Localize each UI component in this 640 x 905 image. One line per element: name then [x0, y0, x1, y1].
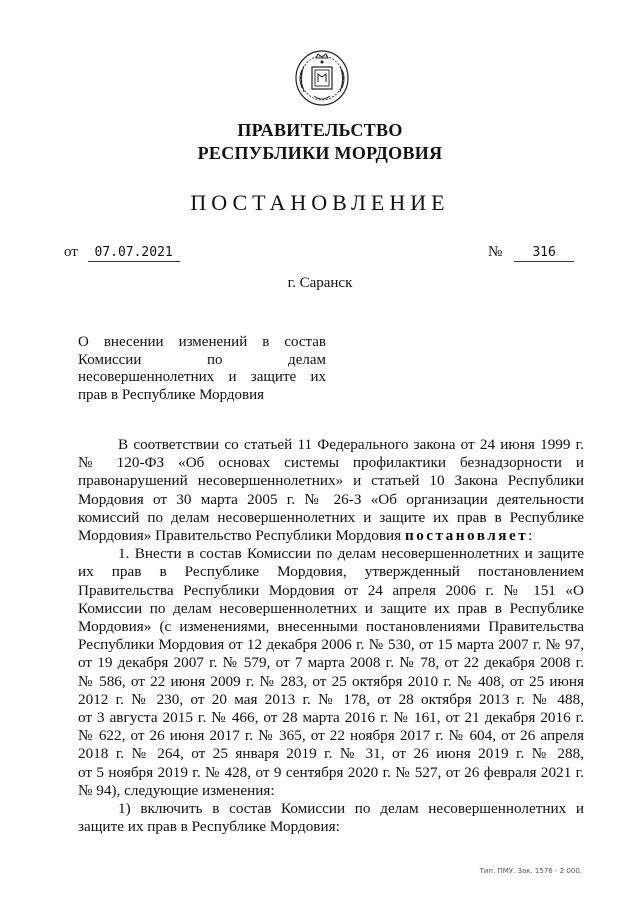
city-name: г. Саранск: [287, 275, 353, 291]
body-line: от 19 декабря 2007 г. № 579, от 7 марта 2008 г. № 78, от 22 декабря 2008 г.: [78, 654, 584, 672]
document-subject: [78, 334, 326, 404]
body-line: их прав в Республике Мордовия, утвержденный постановлением: [78, 563, 584, 581]
body-line: № 94), следующие изменения:: [78, 781, 275, 799]
body-line: № 622, от 26 июня 2017 г. № 365, от 22 ноября 2017 г. № 604, от 26 апреля: [78, 727, 584, 745]
body-line: Мордовия от 30 марта 2005 г. № 26-З «Об организации деятельности: [78, 490, 584, 508]
subject-line: О внесении изменений в состав: [78, 334, 326, 350]
body-line: Мордовия» (с изменениями, внесенными постановлениями Правительства: [78, 618, 584, 636]
body-line-start: Мордовия» Правительство Республики Мордовия: [78, 527, 402, 545]
print-mark: Тип. ПМУ. Зак. 1576 - 2 000.: [479, 867, 582, 875]
body-line: комиссий по делам несовершеннолетних и защите их прав в Республике: [78, 508, 584, 526]
body-line: 2018 г. № 264, от 25 января 2019 г. № 31, от 26 июня 2019 г. № 288,: [78, 745, 584, 763]
body-line: Комиссии по делам несовершеннолетних и защите их прав в Республике: [78, 599, 584, 617]
body-line: защите их прав в Республике Мордовия:: [78, 818, 340, 836]
document-body: [78, 436, 584, 836]
body-line: В соответствии со статьей 11 Федерального закона от 24 июня 1999 г.: [118, 436, 584, 453]
document-date: 07.07.2021: [88, 245, 180, 262]
body-line: от 3 августа 2015 г. № 466, от 28 марта 2016 г. № 161, от 21 декабря 2016 г.: [78, 709, 584, 727]
government-title-line1: ПРАВИТЕЛЬСТВО: [237, 120, 403, 140]
subject-line: прав в Республике Мордовия: [78, 386, 265, 403]
number-prefix: №: [488, 244, 503, 260]
body-line: правонарушений несовершеннолетних» и статьей 10 Закона Республики: [78, 472, 584, 490]
subject-line: несовершеннолетних и защите их: [78, 369, 326, 385]
date-row: [64, 244, 180, 262]
date-prefix: от: [64, 244, 78, 260]
subject-line: Комиссии по делам: [78, 351, 326, 368]
body-line: 2012 г. № 230, от 20 мая 2013 г. № 178, от 28 октября 2013 г. № 488,: [78, 690, 584, 708]
decree-colon: :: [528, 527, 533, 545]
coat-of-arms-emblem: [294, 48, 350, 108]
body-line: 1) включить в состав Комиссии по делам несовершеннолетних и: [118, 800, 584, 818]
body-line: Республики Мордовия от 12 декабря 2006 г. № 530, от 15 марта 2007 г. № 97,: [78, 636, 584, 654]
body-line: № 586, от 22 июня 2009 г. № 283, от 25 октября 2010 г. № 408, от 25 июня: [78, 672, 584, 690]
document-number: 316: [514, 245, 574, 262]
body-line-decree: [78, 527, 584, 545]
document-type-title: ПОСТАНОВЛЕНИЕ: [190, 190, 450, 215]
number-row: [488, 244, 574, 262]
body-line: Правительства Республики Мордовия от 24 апреля 2006 г. № 151 «О: [78, 581, 584, 599]
body-line: от 5 ноября 2019 г. № 428, от 9 сентября 2020 г. № 527, от 26 февраля 2021 г.: [78, 763, 584, 781]
body-line: № 120-ФЗ «Об основах системы профилактики безнадзорности и: [78, 454, 584, 472]
decree-word: постановляет: [404, 527, 529, 545]
government-title-line2: РЕСПУБЛИКИ МОРДОВИЯ: [197, 143, 443, 163]
body-line: 1. Внести в состав Комиссии по делам несовершеннолетних и защите: [118, 545, 584, 563]
